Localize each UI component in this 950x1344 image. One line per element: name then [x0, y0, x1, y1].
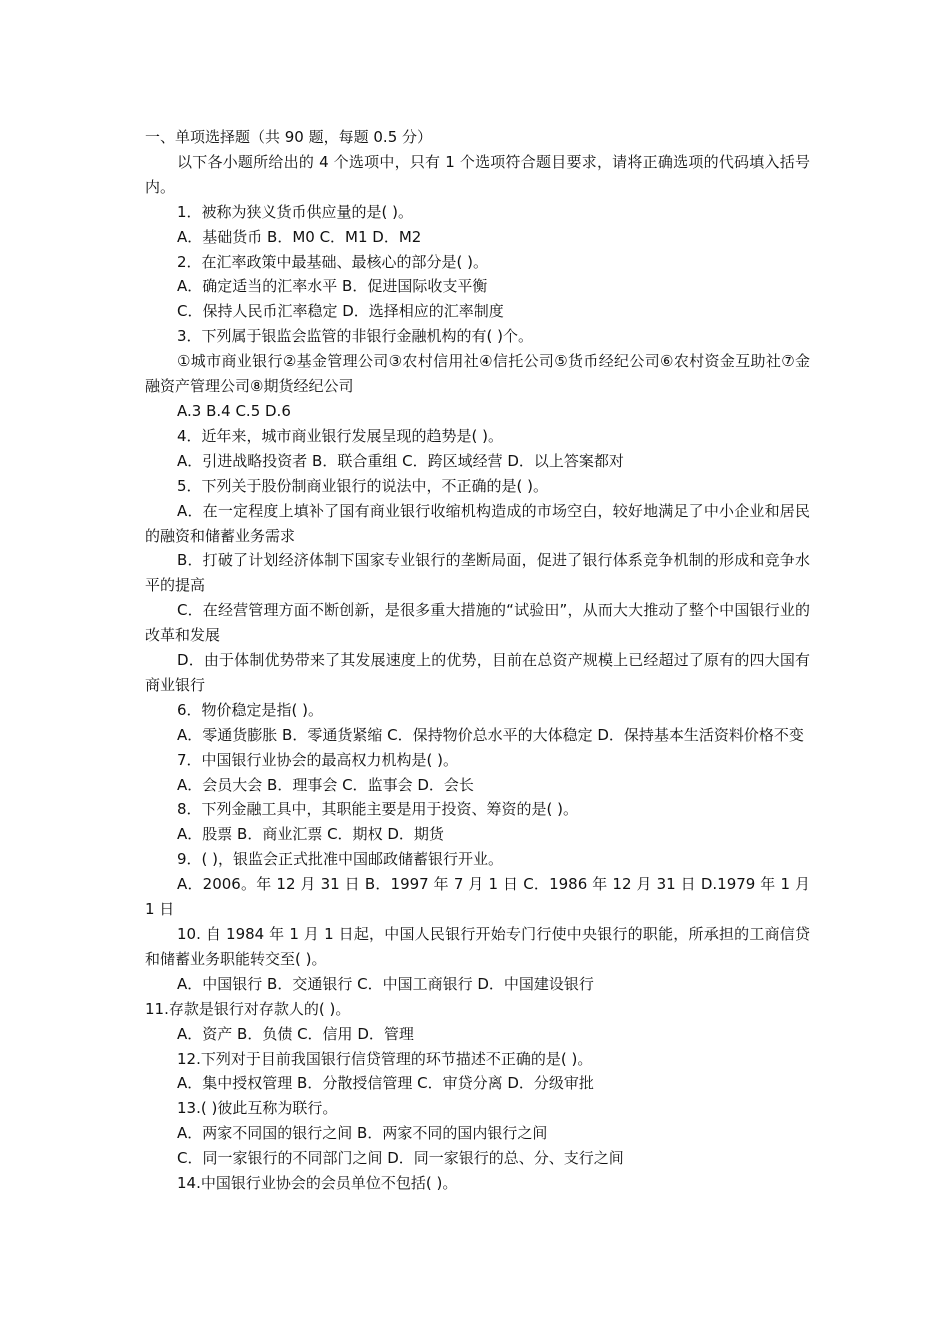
text-line: 5．下列关于股份制商业银行的说法中，不正确的是( )。 — [177, 476, 549, 495]
text-line: 12.下列对于目前我国银行信贷管理的环节描述不正确的是( )。 — [177, 1049, 593, 1068]
text-line: A．资产 B．负债 C．信用 D．管理 — [177, 1024, 414, 1043]
text-line: C．保持人民币汇率稳定 D．选择相应的汇率制度 — [177, 302, 504, 321]
text-line: A．中国银行 B．交通银行 C．中国工商银行 D．中国建设银行 — [177, 974, 594, 993]
text-line: A．在一定程度上填补了国有商业银行收缩机构造成的市场空白，较好地满足了中小企业和居民的融资和储蓄业务需求 — [145, 501, 810, 545]
text-line: 3．下列属于银监会监管的非银行金融机构的有( )个。 — [177, 327, 534, 346]
text-line: A．两家不同国的银行之间 B．两家不同的国内银行之间 — [177, 1124, 548, 1143]
text-line: A．2006。年 12 月 31 日 B．1997 年 7 月 1 日 C．1986 年 12 月 31 日 D.1979 年 1 月 1 日 — [145, 875, 810, 919]
text-line: A.3 B.4 C.5 D.6 — [177, 401, 291, 420]
text-line: 6．物价稳定是指( )。 — [177, 700, 324, 719]
text-line: D．由于体制优势带来了其发展速度上的优势，目前在总资产规模上已经超过了原有的四大国有商业银行 — [145, 651, 810, 694]
text-line: A．集中授权管理 B．分散授信管理 C．审贷分离 D．分级审批 — [177, 1074, 594, 1093]
text-line: 10. 自 1984 年 1 月 1 日起，中国人民银行开始专门行使中央银行的职能，所承担的工商信贷和储蓄业务职能转交至( )。 — [145, 925, 810, 968]
text-line: 9．( )，银监会正式批准中国邮政储蓄银行开业。 — [177, 850, 504, 869]
text-line: 1．被称为狭义货币供应量的是( )。 — [177, 202, 414, 221]
text-line: 13.( )彼此互称为联行。 — [177, 1099, 338, 1118]
text-line: C．同一家银行的不同部门之间 D．同一家银行的总、分、支行之间 — [177, 1149, 624, 1168]
text-line: A．零通货膨胀 B．零通货紧缩 C．保持物价总水平的大体稳定 D．保持基本生活资料价格不变 — [177, 725, 804, 744]
text-line: 8．下列金融工具中，其职能主要是用于投资、筹资的是( )。 — [177, 800, 579, 819]
text-line: A．基础货币 B．M0 C．M1 D．M2 — [177, 227, 422, 246]
document-page — [145, 125, 810, 1196]
text-line: C．在经营管理方面不断创新，是很多重大措施的“试验田”，从而大大推动了整个中国银行业的改革和发展 — [145, 601, 810, 645]
text-line: 4．近年来，城市商业银行发展呈现的趋势是( )。 — [177, 426, 504, 445]
text-line: B．打破了计划经济体制下国家专业银行的垄断局面，促进了银行体系竞争机制的形成和竞争水平的提高 — [145, 551, 810, 595]
text-line: 一、单项选择题（共 90 题，每题 0.5 分） — [145, 128, 433, 146]
text-line: A．股票 B．商业汇票 C．期权 D．期货 — [177, 825, 444, 844]
text-line: 以下各小题所给出的 4 个选项中，只有 1 个选项符合题目要求，请将正确选项的代码填入括号内。 — [145, 152, 810, 196]
text-line: 14.中国银行业协会的会员单位不包括( )。 — [177, 1174, 458, 1193]
text-line: A．确定适当的汇率水平 B．促进国际收支平衡 — [177, 277, 488, 296]
text-line: 11.存款是银行对存款人的( )。 — [145, 999, 351, 1018]
text-line: A．会员大会 B．理事会 C．监事会 D．会长 — [177, 775, 474, 794]
text-line: 2．在汇率政策中最基础、最核心的部分是( )。 — [177, 252, 489, 271]
text-line: A．引进战略投资者 B．联合重组 C．跨区域经营 D．以上答案都对 — [177, 451, 624, 470]
text-line: ①城市商业银行②基金管理公司③农村信用社④信托公司⑤货币经纪公司⑥农村资金互助社⑦金融资产管理公司⑧期货经纪公司 — [145, 352, 810, 396]
text-line: 7．中国银行业协会的最高权力机构是( )。 — [177, 750, 459, 769]
